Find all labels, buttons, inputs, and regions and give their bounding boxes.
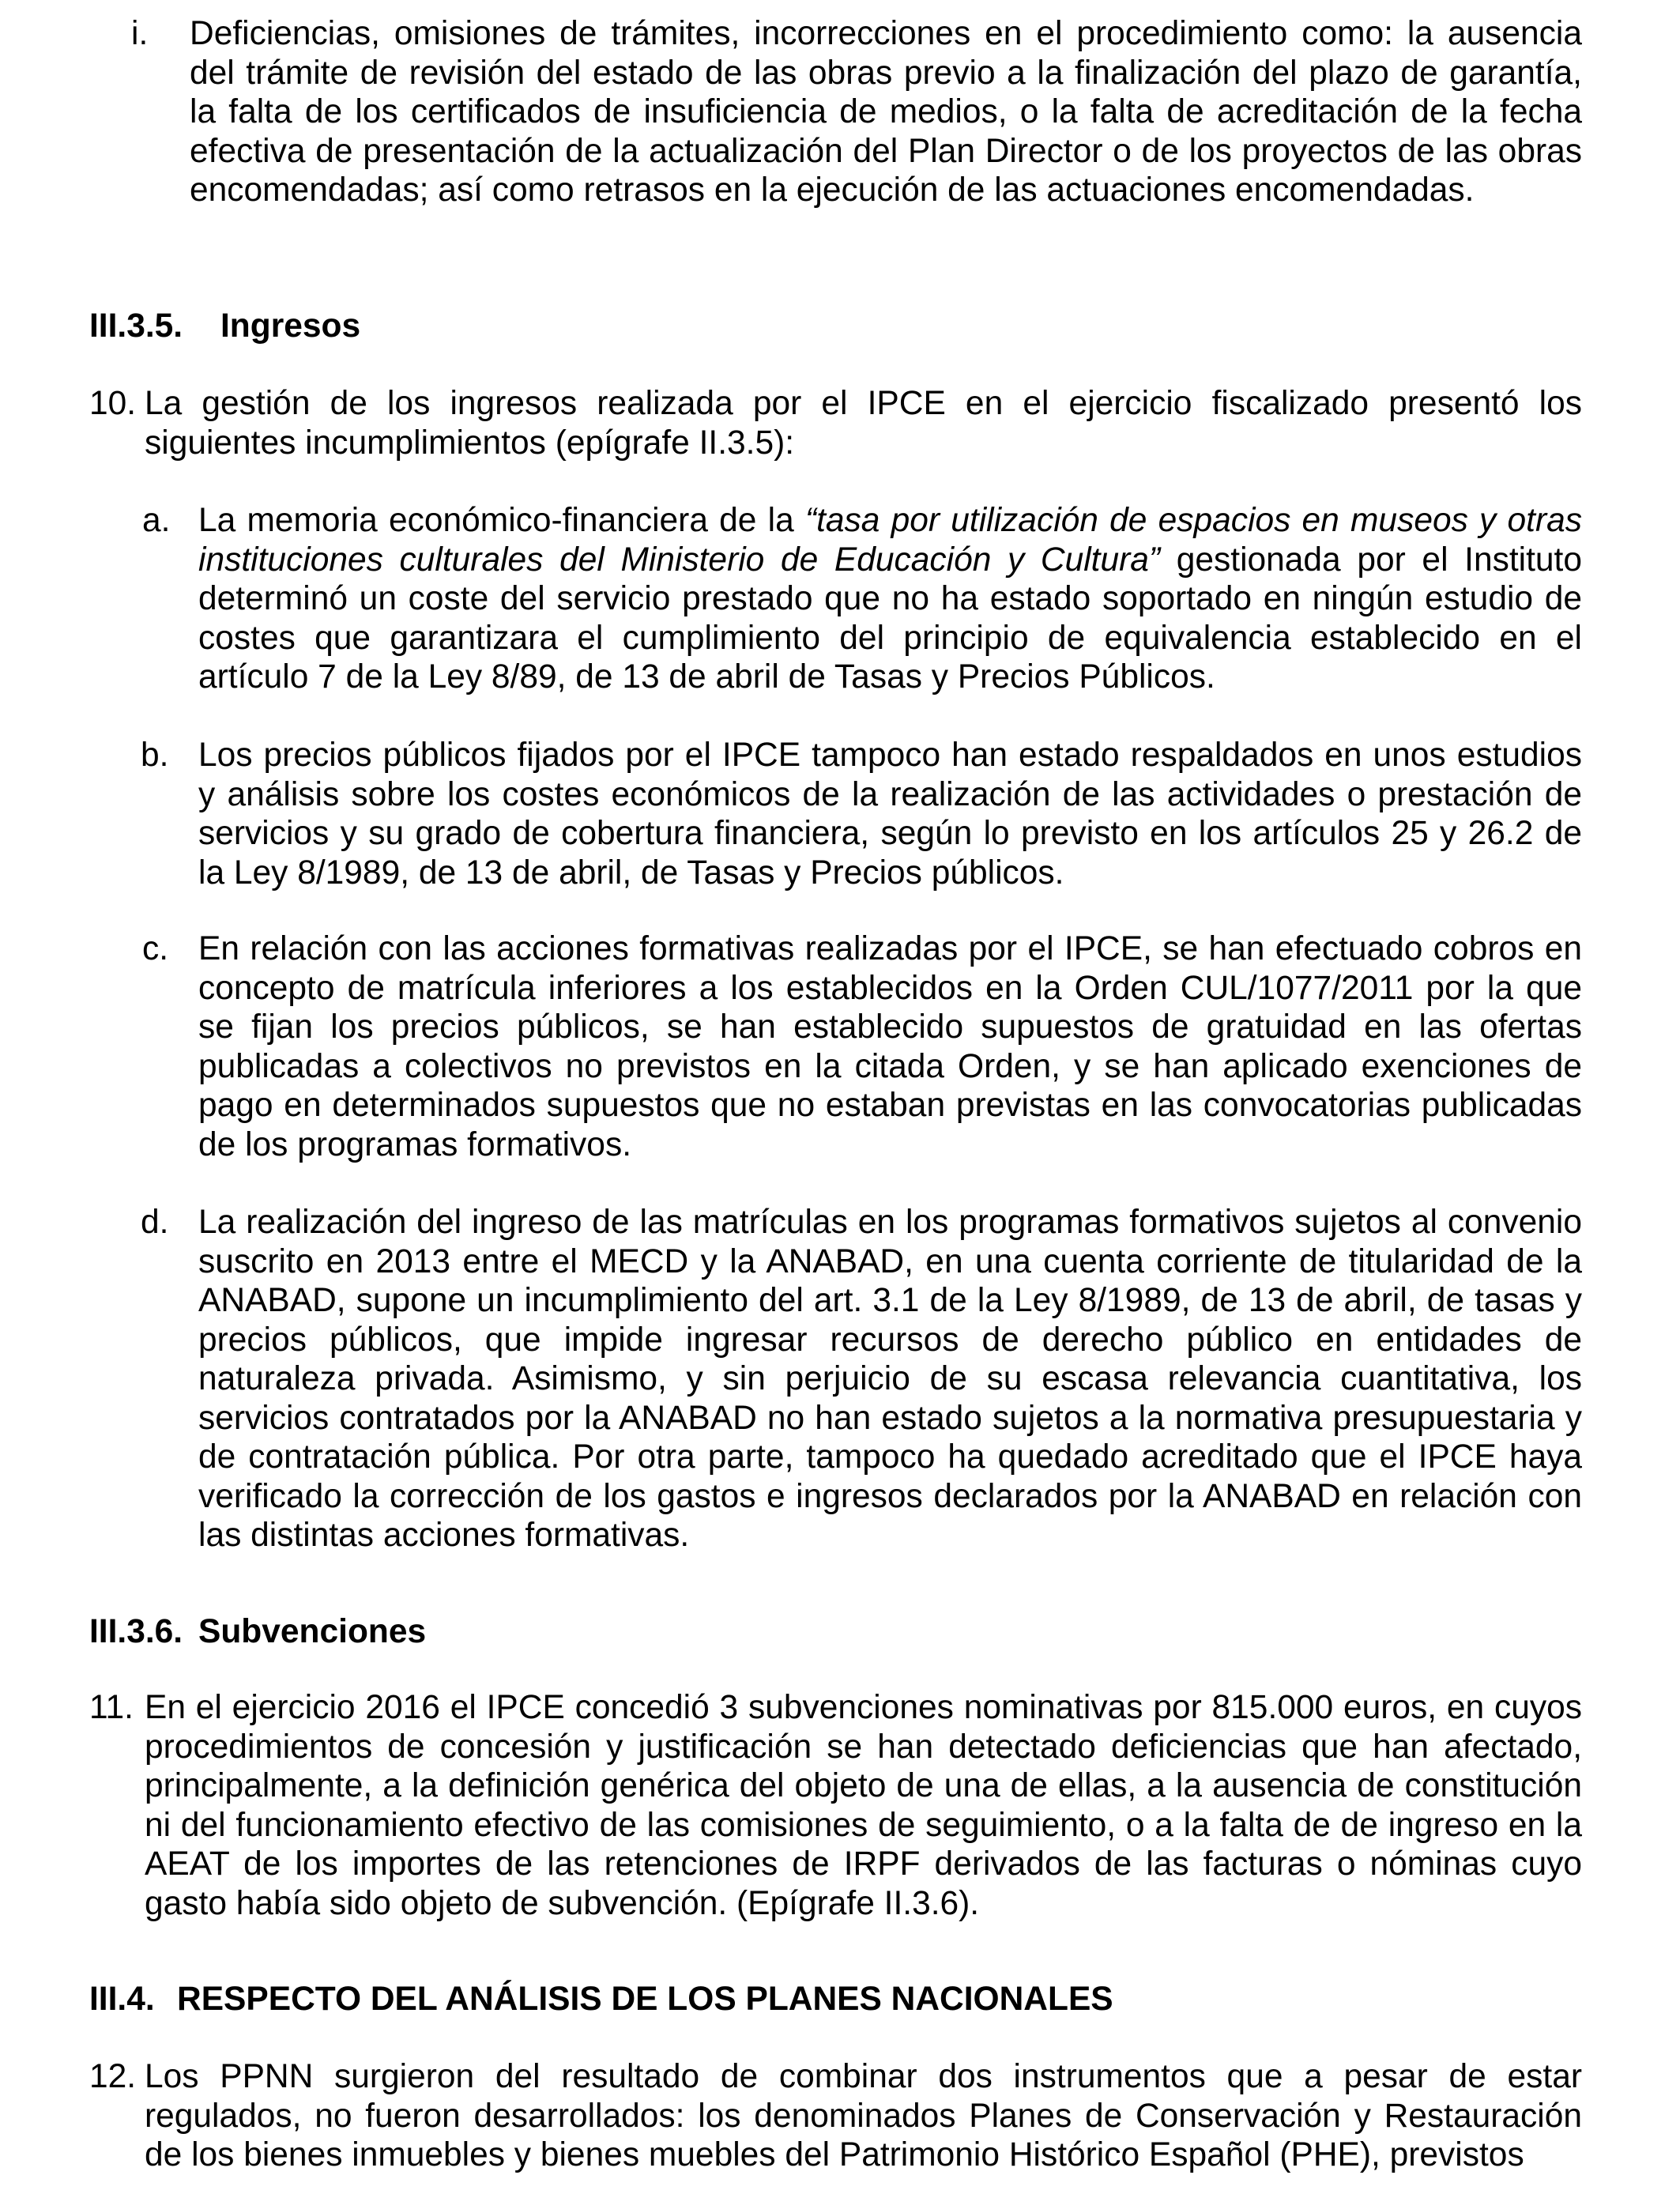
section-heading-subvenciones bbox=[0, 1612, 1680, 1652]
paragraph-number: 12. bbox=[89, 2058, 137, 2095]
section-number: III.3.6. bbox=[89, 1613, 183, 1650]
paragraph-text: La gestión de los ingresos realizada por el IPCE en el ejercicio fiscalizado presentó los siguientes incumplimientos (epígrafe II.3.5): bbox=[145, 385, 1582, 462]
text-before: La memoria económico-financiera de la bbox=[198, 502, 805, 539]
numbered-paragraph-12 bbox=[0, 2057, 1680, 2175]
section-title: Subvenciones bbox=[198, 1613, 427, 1650]
list-marker: a. bbox=[142, 502, 171, 539]
list-marker: b. bbox=[141, 737, 169, 774]
italic-quote: “tasa por utilización de espacios en museos y otras instituciones culturales del Ministerio de Educación y Cultura” bbox=[198, 502, 1582, 579]
section-number: III.3.5. bbox=[89, 307, 183, 345]
numbered-paragraph-10 bbox=[0, 384, 1680, 462]
numbered-paragraph-11 bbox=[0, 1688, 1680, 1923]
list-item-text: Deficiencias, omisiones de trámites, incorrecciones en el procedimiento como: la ausencia del trámite de revisión del estado de las obras previo a la finalización del plazo de garantía, la falta de los certificados de insuficiencia de medios, o la falta de acreditación de la fecha efectiva de presentación de la actualización del Plan Director o de los proyectos de las obras encomendadas; así como retrasos en la ejecución de las actuaciones encomendadas. bbox=[190, 15, 1582, 209]
list-marker: i. bbox=[131, 15, 149, 52]
list-item-i bbox=[0, 14, 1680, 210]
list-item-text bbox=[198, 501, 1582, 697]
list-item-b bbox=[0, 736, 1680, 892]
list-item-text: La realización del ingreso de las matrículas en los programas formativos sujetos al convenio suscrito en 2013 entre el MECD y la ANABAD, en una cuenta corriente de titularidad de la ANABAD, supone un incumplimiento del art. 3.1 de la Ley 8/1989, de 13 de abril, de tasas y precios públicos, que impide ingresar recursos de derecho público en entidades de naturaleza privada. Asimismo, y sin perjuicio de su escasa relevancia cuantitativa, los servicios contratados por la ANABAD no han estado sujetos a la normativa presupuestaria y de contratación pública. Por otra parte, tampoco ha quedado acreditado que el IPCE haya verificado la corrección de los gastos e ingresos declarados por la ANABAD en relación con las distintas acciones formativas. bbox=[198, 1204, 1582, 1554]
section-heading-ingresos bbox=[0, 307, 1680, 346]
section-number: III.4. bbox=[89, 1981, 155, 2018]
section-title: Ingresos bbox=[220, 307, 361, 345]
list-marker: d. bbox=[141, 1204, 169, 1241]
section-heading-planes-nacionales bbox=[0, 1980, 1680, 2019]
paragraph-number: 11. bbox=[89, 1689, 134, 1726]
paragraph-number: 10. bbox=[89, 385, 137, 422]
section-title: RESPECTO DEL ANÁLISIS DE LOS PLANES NACIONALES bbox=[177, 1981, 1113, 2018]
list-item-a bbox=[0, 501, 1680, 697]
text-after: gestionada por el Instituto determinó un coste del servicio prestado que no ha estado soportado en ningún estudio de costes que garantizara el cumplimiento del principio de equivalencia establecido en el artículo 7 de la Ley 8/89, de 13 de abril de Tasas y Precios Públicos. bbox=[198, 541, 1582, 696]
list-item-c bbox=[0, 929, 1680, 1164]
paragraph-text: Los PPNN surgieron del resultado de combinar dos instrumentos que a pesar de estar regulados, no fueron desarrollados: los denominados Planes de Conservación y Restauración de los bienes inmuebles y bienes muebles del Patrimonio Histórico Español (PHE), previstos bbox=[145, 2058, 1582, 2173]
list-item-d bbox=[0, 1203, 1680, 1555]
list-marker: c. bbox=[142, 930, 169, 967]
paragraph-text: En el ejercicio 2016 el IPCE concedió 3 subvenciones nominativas por 815.000 euros, en cuyos procedimientos de concesión y justificación se han detectado deficiencias que han afectado, principalmente, a la definición genérica del objeto de una de ellas, a la ausencia de constitución ni del funcionamiento efectivo de las comisiones de seguimiento, o a la falta de de ingreso en la AEAT de los importes de las retenciones de IRPF derivados de las facturas o nóminas cuyo gasto había sido objeto de subvención. (Epígrafe II.3.6). bbox=[145, 1689, 1582, 1922]
list-item-text: En relación con las acciones formativas realizadas por el IPCE, se han efectuado cobros en concepto de matrícula inferiores a los establecidos en la Orden CUL/1077/2011 por la que se fijan los precios públicos, se han establecido supuestos de gratuidad en las ofertas publicadas a colectivos no previstos en la citada Orden, y se han aplicado exenciones de pago en determinados supuestos que no estaban previstas en las convocatorias publicadas de los programas formativos. bbox=[198, 930, 1582, 1163]
list-item-text: Los precios públicos fijados por el IPCE tampoco han estado respaldados en unos estudios y análisis sobre los costes económicos de la realización de las actividades o prestación de servicios y su grado de cobertura financiera, según lo previsto en los artículos 25 y 26.2 de la Ley 8/1989, de 13 de abril, de Tasas y Precios públicos. bbox=[198, 737, 1582, 892]
